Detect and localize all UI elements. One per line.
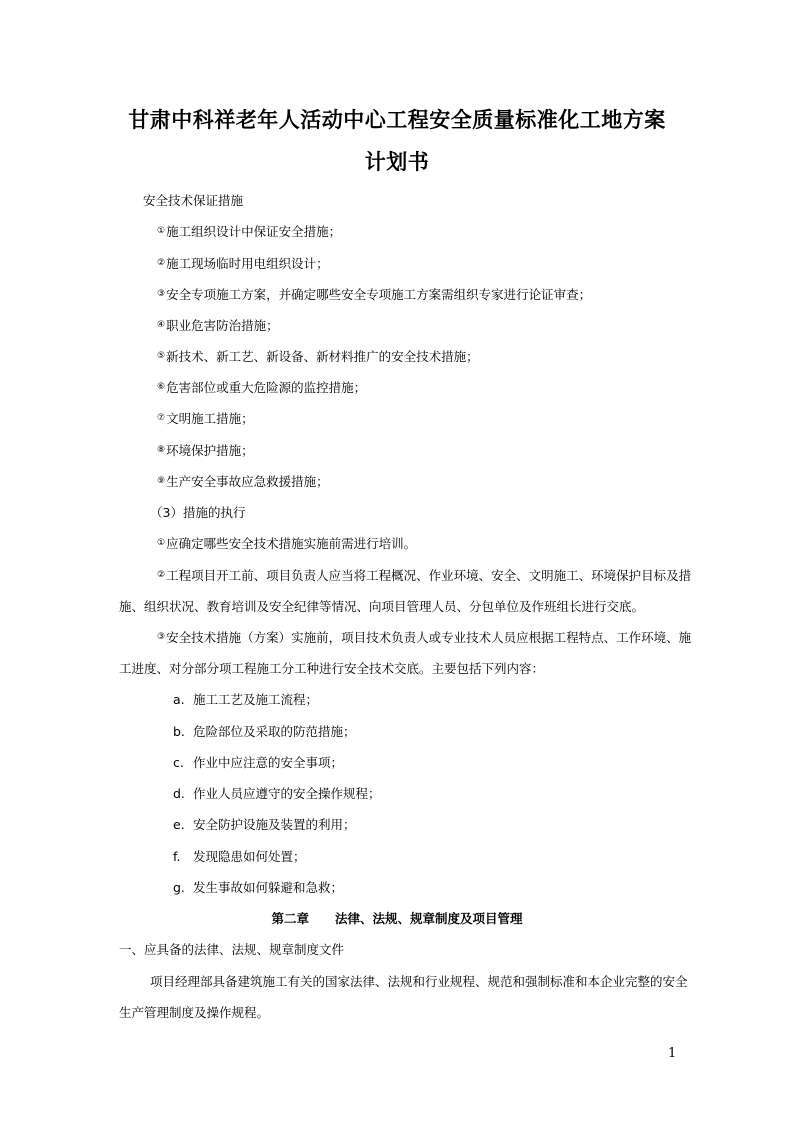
- sub-item-text: 发生事故如何躲避和急救；: [193, 880, 344, 895]
- measure-text: 环境保护措施；: [166, 443, 254, 458]
- page-number: 1: [668, 1046, 677, 1061]
- sub-item-letter: c.: [173, 755, 184, 770]
- sub-item-a: [173, 690, 318, 708]
- item-marker: ⑤: [157, 351, 166, 361]
- sub-item-letter: d.: [173, 786, 185, 801]
- exec-item-text: 应确定哪些安全技术措施实施前需进行培训。: [166, 536, 417, 551]
- item-marker: ⑥: [157, 382, 166, 392]
- measure-item-2: [157, 254, 329, 272]
- sub-item-letter: f.: [173, 849, 181, 864]
- sub-item-letter: a.: [173, 692, 185, 707]
- chapter-title: 法律、法规、规章制度及项目管理: [335, 911, 523, 926]
- sub-item-text: 施工工艺及施工流程；: [193, 692, 319, 707]
- section1-body-line1: 项目经理部具备建筑施工有关的国家法律、法规和行业规程、规范和强制标准和本企业完整的安全: [150, 974, 688, 989]
- exec-item-text: 工程项目开工前、项目负责人应当将工程概况、作业环境、安全、文明施工、环境保护目标及措: [166, 568, 692, 583]
- sub-item-text: 作业人员应遵守的安全操作规程；: [193, 786, 381, 801]
- item-marker: ②: [157, 570, 166, 580]
- item-marker: ④: [157, 320, 166, 330]
- measure-text: 职业危害防治措施；: [166, 318, 279, 333]
- measure-item-6: [157, 378, 366, 396]
- sub-item-g: [173, 878, 343, 896]
- measure-text: 施工组织设计中保证安全措施；: [166, 224, 342, 239]
- chapter-heading: [0, 909, 794, 927]
- item-marker: ①: [157, 226, 166, 236]
- exec-item-text: 安全技术措施（方案）实施前，项目技术负责人或专业技术人员应根据工程特点、工作环境、施: [166, 630, 692, 645]
- sub-item-text: 危险部位及采取的防范措施；: [193, 724, 356, 739]
- sub-item-text: 安全防护设施及装置的利用；: [193, 817, 356, 832]
- item-marker: ①: [157, 538, 166, 548]
- sub-item-letter: b.: [173, 724, 185, 739]
- document-title-line1: 甘肃中科祥老年人活动中心工程安全质量标准化工地方案: [128, 107, 666, 132]
- section1-heading: 一、应具备的法律、法规、规章制度文件: [119, 942, 345, 957]
- execution-heading: （3）措施的执行: [150, 505, 246, 520]
- item-marker: ⑧: [157, 445, 166, 455]
- measure-text: 生产安全事故应急救援措施；: [166, 474, 329, 489]
- exec-item-2-line2: 施、组织状况、教育培训及安全纪律等情况、向项目管理人员、分包单位及作班组长进行交底。: [119, 599, 645, 614]
- sub-item-e: [173, 815, 356, 833]
- sub-item-text: 作业中应注意的安全事项；: [193, 755, 344, 770]
- item-marker: ②: [157, 258, 166, 268]
- sub-item-letter: g.: [173, 880, 185, 895]
- measure-text: 安全专项施工方案，并确定哪些安全专项施工方案需组织专家进行论证审查；: [166, 287, 592, 302]
- sub-item-c: [173, 753, 343, 771]
- exec-item-2-line1: [157, 566, 691, 584]
- sub-item-f: [173, 847, 306, 865]
- measure-item-3: [157, 285, 591, 303]
- measure-text: 施工现场临时用电组织设计；: [166, 256, 329, 271]
- measure-item-9: [157, 472, 329, 490]
- measure-item-8: [157, 441, 254, 459]
- exec-item-1: [157, 534, 416, 552]
- sub-item-b: [173, 722, 356, 740]
- measure-item-4: [157, 316, 279, 334]
- sub-item-letter: e.: [173, 817, 185, 832]
- measure-text: 危害部位或重大危险源的监控措施；: [166, 380, 367, 395]
- sub-item-d: [173, 784, 381, 802]
- measure-item-1: [157, 222, 341, 240]
- item-marker: ⑨: [157, 476, 166, 486]
- measure-text: 文明施工措施；: [166, 411, 254, 426]
- document-title-line2: 计划书: [364, 149, 430, 174]
- sub-item-text: 发现隐患如何处置；: [193, 849, 306, 864]
- section1-body-line2: 生产管理制度及操作规程。: [119, 1005, 270, 1020]
- measure-text: 新技术、新工艺、新设备、新材料推广的安全技术措施；: [166, 349, 479, 364]
- section-heading: 安全技术保证措施: [143, 193, 244, 208]
- item-marker: ③: [157, 289, 166, 299]
- measure-item-7: [157, 409, 254, 427]
- chapter-number: 第二章: [271, 911, 309, 926]
- item-marker: ③: [157, 632, 166, 642]
- exec-item-3-line1: [157, 628, 691, 646]
- measure-item-5: [157, 347, 479, 365]
- exec-item-3-line2: 工进度、对分部分项工程施工分工种进行安全技术交底。主要包括下列内容：: [119, 661, 545, 676]
- item-marker: ⑦: [157, 413, 166, 423]
